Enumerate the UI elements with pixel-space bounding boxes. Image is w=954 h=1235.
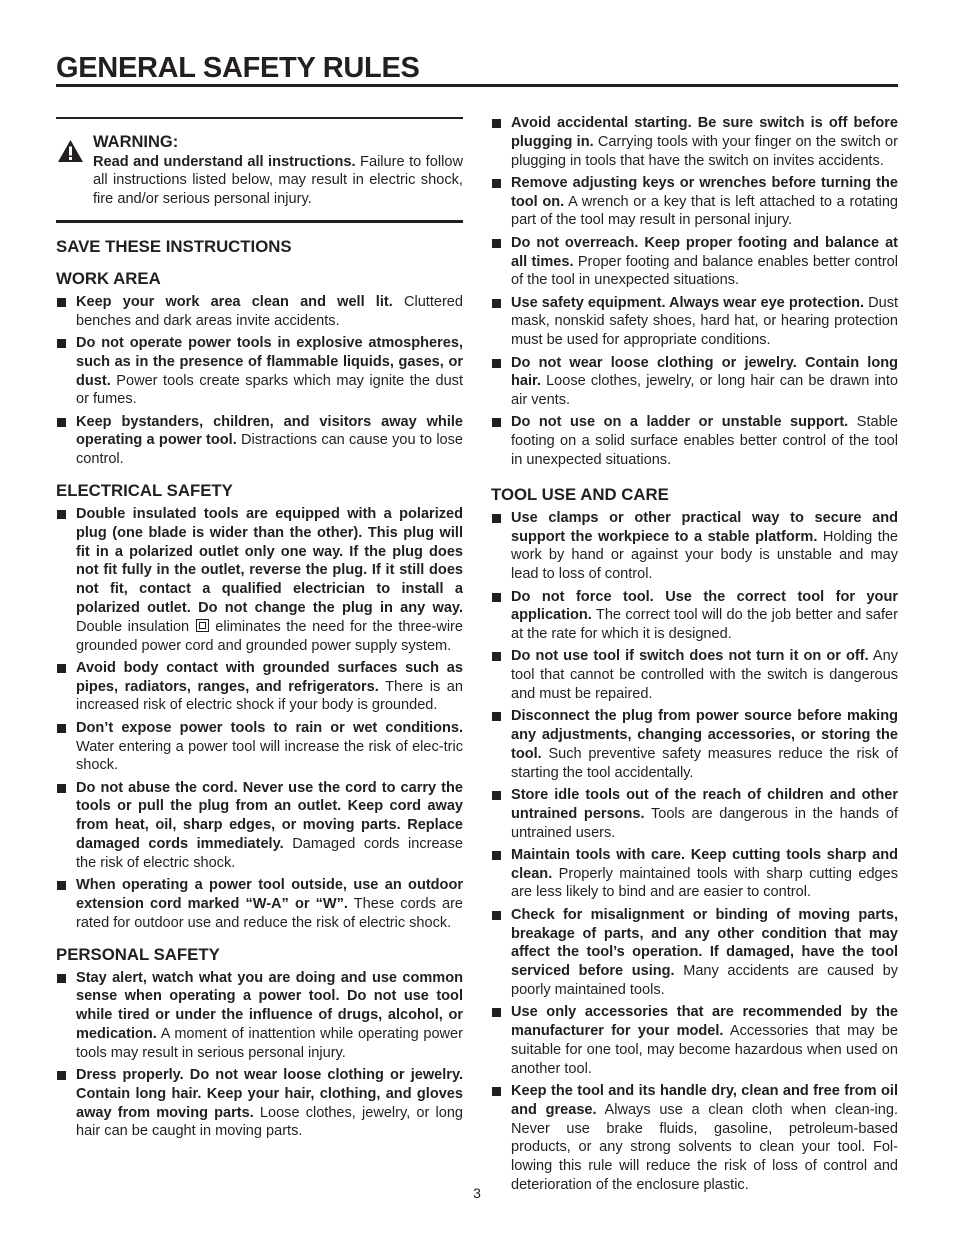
rule-item (56, 719, 463, 775)
rule-text: Double insulation (76, 618, 195, 635)
rule-text: Accessories that may be suitable for one tool, may become hazardous when used on another tool. (511, 1023, 898, 1077)
rule-text: Any tool that cannot be controlled with the switch is dangerous and must be repaired. (511, 648, 898, 703)
page-number: 3 (473, 1185, 481, 1201)
rule-text: The correct tool will do the job better and safer at the rate for which it is designed. (511, 607, 898, 643)
rule-text: Proper footing and balance enables better control of the tool in unexpected situations. (511, 253, 898, 289)
warning-heading: WARNING: (93, 133, 179, 151)
rule-text: eliminates the need for the three-wire grounded power cord and grounded power supply system. (76, 618, 463, 654)
warning-triangle-icon (57, 139, 84, 163)
rule-text: Carrying tools with your finger on the switch or plugging in tools that have the switch on invites accidents. (511, 133, 898, 169)
rule-item (491, 1082, 898, 1195)
rule-item (491, 906, 898, 1000)
rule-item (491, 234, 898, 290)
rule-text: Loose clothes, jewelry, or long hair can be drawn into air vents. (511, 373, 898, 409)
rule-text: Dust mask, nonskid safety shoes, hard hat, or hearing protection must be used for appropriate conditions. (511, 294, 899, 349)
rule-item (56, 659, 463, 715)
rule-text: Damaged cords increase the risk of electric shock. (76, 836, 463, 871)
right-column (491, 114, 898, 1198)
tool-use-heading: TOOL USE AND CARE (491, 484, 669, 504)
rule-item (56, 505, 463, 655)
rule-bold: Avoid body contact with grounded surfaces such as pipes, radiators, ranges, and refrigerators. (76, 659, 463, 695)
rule-bold: Use safety equipment. Always wear eye protection. (511, 294, 865, 311)
rule-bold: Use clamps or other practical way to secure and support the workpiece to a stable platform. (511, 509, 898, 545)
rule-text: Many accidents are caused by poorly maintained tools. (511, 963, 898, 998)
rule-bold: Disconnect the plug from power source before making any adjustments, changing accessories, or storing the tool. (511, 708, 898, 762)
rule-bold: Remove adjusting keys or wrenches before turning the tool on. (511, 174, 898, 210)
rule-bold: Do not force tool. Use the correct tool for your application. (511, 588, 898, 624)
rule-item (491, 509, 898, 584)
rule-item (491, 647, 898, 703)
rule-bold: Do not use on a ladder or unstable support. (511, 414, 849, 431)
rule-bold: Use only accessories that are recommended by the manufacturer for your model. (511, 1004, 898, 1040)
rule-item (491, 786, 898, 842)
rule-bold: Do not abuse the cord. Never use the cord to carry the tools or pull the plug from an outlet. Keep cord away from heat, oil, sharp edges, or moving parts. Replace damaged cords immediately. (76, 779, 463, 853)
rule-item (491, 846, 898, 902)
rule-item (56, 413, 463, 469)
rule-item (56, 1066, 463, 1141)
rule-bold: Keep bystanders, children, and visitors away while operating a power tool. (76, 413, 463, 449)
warning-text (93, 133, 463, 209)
warning-bold: Read and understand all instructions. (93, 153, 356, 170)
rule-text: Power tools create sparks which may ignite the dust or fumes. (76, 372, 463, 408)
rule-bold: Do not use tool if switch does not turn it on or off. (511, 648, 869, 665)
rule-bold: Do not overreach. Keep proper footing and balance at all times. (511, 234, 898, 270)
save-instructions-heading: SAVE THESE INSTRUCTIONS (56, 236, 292, 256)
rule-item (56, 293, 463, 331)
rule-bold: Don’t expose power tools to rain or wet conditions. (76, 719, 463, 736)
rule-bold: Check for misalignment or binding of moving parts, breakage of parts, and any other condition that may affect the tool’s operation. If damaged, have the tool serviced before using. (511, 906, 898, 980)
rule-text: Tools are dangerous in the hands of untrained users. (511, 805, 898, 841)
rule-bold: Keep the tool and its handle dry, clean and free from oil and grease. (511, 1082, 898, 1118)
personal-safety-list (56, 969, 463, 1142)
rule-text: Water entering a power tool will increase the risk of elec-tric shock. (76, 738, 463, 774)
rule-text: Properly maintained tools with sharp cutting edges are less likely to bind and are easier to control. (511, 865, 898, 901)
rule-bold: Double insulated tools are equipped with a polarized plug (one blade is wider than the other). This plug will fit in a polarized outlet only one way. If the plug does not fit fully in the outlet, reverse the plug. If it still does not fit, contact a qualified electrician to install a polarized outlet. Do not change the plug in any way. (76, 505, 463, 616)
rule-text: These cords are rated for outdoor use and reduce the risk of electric shock. (76, 895, 464, 931)
rule-item (56, 779, 463, 873)
rule-text: Loose clothes, jewelry, or long hair can be caught in moving parts. (76, 1104, 463, 1140)
rule-bold: Stay alert, watch what you are doing and use common sense when operating a power tool. Do not use tool while tired or under the influence of drugs, alcohol, or medication. (76, 969, 463, 1042)
page-title: GENERAL SAFETY RULES (56, 52, 420, 84)
electrical-safety-list (56, 505, 463, 933)
rule-bold: When operating a power tool outside, use an outdoor extension cord marked “W-A” or “W”. (76, 877, 463, 912)
rule-item (491, 354, 898, 410)
rule-item (491, 1003, 898, 1078)
personal-safety-heading: PERSONAL SAFETY (56, 944, 220, 964)
rule-text: A wrench or a key that is left attached to a rotating part of the tool may result in personal injury. (511, 193, 898, 229)
personal-safety-list-continued (491, 114, 898, 470)
warning-body: Failure to follow all instructions listed below, may result in electric shock, fire and/or serious personal injury. (93, 153, 463, 208)
rule-bold: Dress properly. Do not wear loose clothing or jewelry. Contain long hair. Keep your hair, clothing, and gloves away from moving parts. (76, 1067, 463, 1121)
rule-text: Such preventive safety measures reduce the risk of starting the tool accidentally. (511, 745, 898, 781)
rule-text: There is an increased risk of electric shock if your body is grounded. (76, 678, 463, 714)
rule-item (491, 707, 898, 782)
rule-item (491, 294, 898, 350)
rule-bold: Avoid accidental starting. Be sure switch is off before plugging in. (511, 115, 898, 150)
work-area-heading: WORK AREA (56, 268, 161, 288)
rule-item (491, 588, 898, 644)
rule-item (56, 334, 463, 409)
rule-item (491, 174, 898, 230)
left-column (56, 112, 463, 1145)
rule-bold: Do not wear loose clothing or jewelry. Contain long hair. (511, 354, 898, 390)
work-area-list (56, 293, 463, 469)
rule-bold: Keep your work area clean and well lit. (76, 293, 393, 310)
electrical-safety-heading: ELECTRICAL SAFETY (56, 480, 233, 500)
rule-text: Stable footing on a solid surface enables better control of the tool in unexpected situations. (511, 414, 898, 469)
rule-text: A moment of inattention while operating power tools may result in serious personal injury. (76, 1025, 463, 1061)
rule-text: Distractions can cause you to lose control. (76, 432, 464, 468)
warning-box (56, 117, 463, 223)
rule-item (56, 876, 463, 932)
rule-text: Holding the work by hand or against your body is unstable and may lead to loss of control. (511, 528, 899, 583)
tool-use-list (491, 509, 898, 1195)
rule-item (491, 413, 898, 469)
rule-bold: Do not operate power tools in explosive atmospheres, such as in the presence of flammable liquids, gases, or dust. (76, 334, 463, 389)
rule-bold: Maintain tools with care. Keep cutting tools sharp and clean. (511, 846, 898, 882)
title-rule (56, 84, 898, 87)
rule-item (56, 969, 463, 1063)
rule-text: Always use a clean cloth when clean-ing. Never use brake fluids, gasoline, petroleum-based products, or any strong solvents to clean your tool. Fol-lowing this rule will reduce the risk of loss of control and deterioration of the enclosure plastic. (511, 1101, 898, 1193)
rule-item (491, 114, 898, 170)
double-insulation-icon (196, 619, 209, 632)
rule-text: Cluttered benches and dark areas invite accidents. (76, 293, 463, 329)
rule-bold: Store idle tools out of the reach of children and other untrained persons. (511, 787, 898, 822)
